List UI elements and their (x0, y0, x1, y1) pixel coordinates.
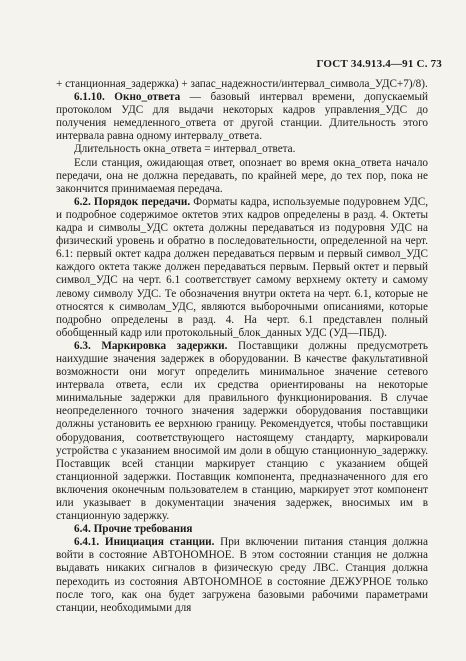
paragraph-p6: 6.3. Маркировка задержки. Поставщики должны предусмотреть наихудшие значения задержек в оборудовании. В качестве факультативной возможности они могут определить минимальное значение сетевого интервала ответа, если их средства ориентированы на некоторые минимальные задержки для правильного функционирования. В случае неопределенного точного значения задержки оборудования поставщики должны установить ее верхнюю границу. Рекомендуется, чтобы поставщики оборудования, соответствующего настоящему стандарту, маркировали устройства с указанием вносимой им доли в общую станционную_задержку. Поставщик всей станции маркирует станцию с указанием общей станционной задержки. Поставщик компонента, предназначенного для его включения оконечным пользователем в станцию, маркирует этот компонент или указывает в документации значения задержек, вносимых им в станционную задержку. (56, 339, 429, 523)
standard-number: ГОСТ 34.913.4—91 (316, 58, 414, 70)
paragraph-p1: + станционная_задержка) + запас_надежности/интервал_символа_УДС+7)/8). (56, 78, 428, 90)
section-heading: 6.1.10. Окно_ответа (74, 91, 181, 104)
paragraph-p8: 6.4.1. Инициация станции. При включении питания станция должна войти в состояние АВТОНОМНОЕ. В этом состоянии станция не должна выдавать никаких сигналов в физическую среду ЛВС. Станция должна переходить из состояния АВТОНОМНОЕ в состояние ДЕЖУРНОЕ только после того, как она будет загружена базовыми рабочими параметрами станции, необходимыми для (56, 536, 428, 614)
section-heading: 6.3. Маркировка задержки. (74, 339, 228, 352)
section-heading: 6.4.1. Инициация станции. (74, 536, 215, 549)
document-body (56, 78, 428, 615)
paragraph-p2: 6.1.10. Окно_ответа — базовый интервал времени, допускаемый протоколом УДС для выдачи некоторых кадров управления_УДС до получения немедленного_ответа от другой станции. Длительность этого интервала равна одному интервалу_ответа. (56, 91, 428, 143)
section-heading: 6.2. Порядок передачи. (74, 195, 191, 208)
paragraph-p7 (56, 523, 428, 536)
page-number: С. 73 (416, 58, 442, 70)
paragraph-p5: 6.2. Порядок передачи. Форматы кадра, используемые подуровнем УДС, и подробное содержимое октетов этих кадров определены в разд. 4. Октеты кадра и символы_УДС октета должны передаваться из подуровня УДС на физический уровень и обратно в последовательности, определенной на черт. 6.1: первый октет кадра должен передаваться первым и первый символ_УДС каждого октета также должен передаваться первым. Первый октет и первый символ_УДС на черт. 6.1 соответствует самому верхнему октету и самому левому символу УДС. Те обозначения внутри октета на черт. 6.1, которые не относятся к символам_УДС, являются выборочными описаниями, которые подробно определены в разд. 4. На черт. 6.1 представлен полный обобщенный кадр или протокольный_блок_данных УДС (УД—ПБД). (56, 195, 428, 339)
paragraph-p4: Если станция, ожидающая ответ, опознает во время окна_ответа начало передачи, она не должна передавать, по крайней мере, до тех пор, пока не закончится принимаемая передача. (56, 156, 428, 195)
page-header (316, 58, 442, 70)
paragraph-p3: Длительность окна_ответа = интервал_ответа. (74, 143, 296, 156)
section-heading: 6.4. Прочие требования (74, 523, 193, 536)
